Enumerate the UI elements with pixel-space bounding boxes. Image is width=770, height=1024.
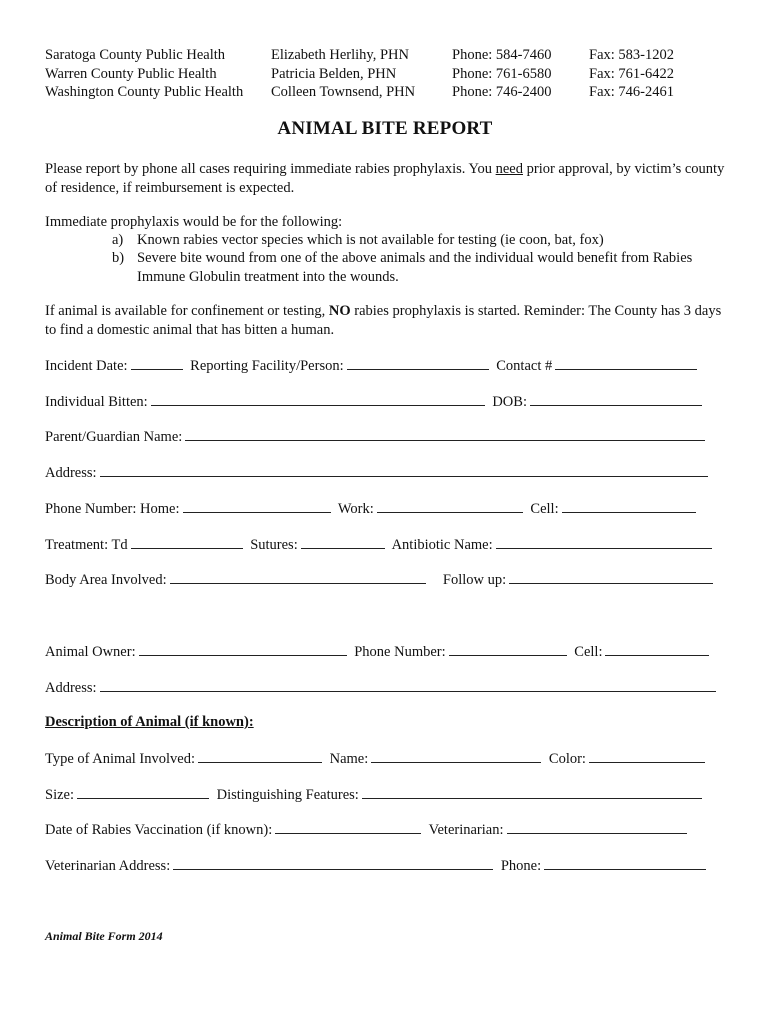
vet-address-row <box>45 856 710 875</box>
address-row <box>45 463 712 482</box>
animal-owner-label: Animal Owner: <box>45 644 136 660</box>
sutures-label: Sutures: <box>250 537 298 553</box>
veterinarian-label: Veterinarian: <box>428 822 504 838</box>
confinement-text: rabies prophylaxis is started. Reminder: The County has 3 days to find a domestic animal that has bitten a human. <box>45 303 722 338</box>
phone-row <box>45 499 700 518</box>
agency-name: Washington County Public Health <box>45 84 244 100</box>
treatment-td-field[interactable] <box>131 535 243 549</box>
nurse-name: Patricia Belden, PHN <box>271 65 397 82</box>
phone-column <box>452 46 551 102</box>
agency-name: Warren County Public Health <box>45 65 217 82</box>
color-label: Color: <box>548 751 586 767</box>
phone-home-field[interactable] <box>183 499 331 513</box>
reporting-facility-label: Reporting Facility/Person: <box>190 358 344 374</box>
list-text: Known rabies vector species which is not available for testing (ie coon, bat, fox) <box>137 232 604 248</box>
phone-number: Phone: 584-7460 <box>452 47 552 63</box>
treatment-row <box>45 535 716 554</box>
distinguishing-features-field[interactable] <box>362 785 702 799</box>
fax-number: Fax: 761-6422 <box>589 65 674 82</box>
list-marker: a) <box>112 232 124 248</box>
owner-cell-field[interactable] <box>605 642 709 656</box>
owner-address-label: Address: <box>45 680 97 696</box>
treatment-td-label: Treatment: Td <box>45 537 128 553</box>
type-of-animal-field[interactable] <box>198 749 322 763</box>
size-field[interactable] <box>77 785 209 799</box>
list-text: Severe bite wound from one of the above animals and the individual would benefit from Rabies <box>137 250 693 266</box>
owner-phone-field[interactable] <box>449 642 567 656</box>
intro-underlined: need <box>495 161 523 177</box>
confinement-text: If animal is available for confinement or testing, <box>45 303 329 319</box>
color-field[interactable] <box>589 749 705 763</box>
agency-column <box>45 46 243 102</box>
work-label: Work: <box>337 501 374 517</box>
form-footer: Animal Bite Form 2014 <box>45 929 163 943</box>
animal-type-row <box>45 749 709 768</box>
incident-row <box>45 356 701 375</box>
list-item <box>112 231 732 250</box>
reporting-facility-field[interactable] <box>347 356 489 370</box>
follow-up-label: Follow up: <box>442 572 507 588</box>
incident-date-label: Incident Date: <box>45 358 128 374</box>
vet-phone-field[interactable] <box>544 856 706 870</box>
vaccination-row <box>45 820 691 839</box>
parent-guardian-label: Parent/Guardian Name: <box>45 429 183 445</box>
follow-up-field[interactable] <box>509 570 713 584</box>
size-label: Size: <box>45 787 74 803</box>
intro-text: Please report by phone all cases requiring immediate rabies prophylaxis. You <box>45 161 496 177</box>
fax-number: Fax: 583-1202 <box>589 47 674 63</box>
confinement-paragraph <box>45 302 735 339</box>
parent-guardian-field[interactable] <box>185 427 705 441</box>
owner-cell-label: Cell: <box>574 644 603 660</box>
animal-owner-row <box>45 642 713 661</box>
animal-owner-field[interactable] <box>139 642 347 656</box>
list-marker: b) <box>112 250 125 266</box>
cell-label: Cell: <box>530 501 559 517</box>
type-of-animal-label: Type of Animal Involved: <box>45 751 195 767</box>
body-area-field[interactable] <box>170 570 426 584</box>
dob-label: DOB: <box>492 394 527 410</box>
prophylaxis-lead: Immediate prophylaxis would be for the following: <box>45 214 343 230</box>
animal-description-heading: Description of Animal (if known): <box>45 714 254 730</box>
owner-address-field[interactable] <box>100 678 716 692</box>
phone-number: Phone: 746-2400 <box>452 84 552 100</box>
individual-row <box>45 392 706 411</box>
nurse-name: Elizabeth Herlihy, PHN <box>271 47 409 63</box>
intro-paragraph <box>45 160 735 197</box>
nurse-column <box>271 46 415 102</box>
animal-name-label: Name: <box>329 751 369 767</box>
vet-address-field[interactable] <box>173 856 493 870</box>
address-label: Address: <box>45 465 97 481</box>
contact-label: Contact # <box>496 358 553 374</box>
body-area-label: Body Area Involved: <box>45 572 167 588</box>
individual-bitten-field[interactable] <box>151 392 485 406</box>
vet-phone-label: Phone: <box>500 858 542 874</box>
fax-column <box>589 46 674 102</box>
nurse-name: Colleen Townsend, PHN <box>271 84 416 100</box>
sutures-field[interactable] <box>301 535 385 549</box>
vaccination-date-label: Date of Rabies Vaccination (if known): <box>45 822 273 838</box>
address-field[interactable] <box>100 463 708 477</box>
contact-field[interactable] <box>555 356 697 370</box>
form-title: ANIMAL BITE REPORT <box>277 118 493 139</box>
intro-text: prior approval, by victim’s county of residence, if reimbursement is expected. <box>45 161 725 196</box>
owner-phone-label: Phone Number: <box>354 644 446 660</box>
animal-name-field[interactable] <box>371 749 541 763</box>
veterinarian-field[interactable] <box>507 820 687 834</box>
distinguishing-features-label: Distinguishing Features: <box>216 787 359 803</box>
vet-address-label: Veterinarian Address: <box>45 858 171 874</box>
dob-field[interactable] <box>530 392 702 406</box>
antibiotic-label: Antibiotic Name: <box>391 537 493 553</box>
fax-number: Fax: 746-2461 <box>589 84 674 100</box>
work-phone-field[interactable] <box>377 499 523 513</box>
antibiotic-field[interactable] <box>496 535 712 549</box>
body-area-row <box>45 570 717 589</box>
phone-home-label: Phone Number: Home: <box>45 501 180 517</box>
list-text-continued: Immune Globulin treatment into the wounds. <box>137 268 399 285</box>
agency-name: Saratoga County Public Health <box>45 47 226 63</box>
size-row <box>45 785 706 804</box>
guardian-row <box>45 427 709 446</box>
incident-date-field[interactable] <box>131 356 183 370</box>
owner-address-row <box>45 678 720 697</box>
list-item <box>112 249 732 286</box>
vaccination-date-field[interactable] <box>275 820 421 834</box>
cell-phone-field[interactable] <box>562 499 696 513</box>
confinement-bold: NO <box>328 303 351 319</box>
individual-bitten-label: Individual Bitten: <box>45 394 148 410</box>
phone-number: Phone: 761-6580 <box>452 65 552 82</box>
